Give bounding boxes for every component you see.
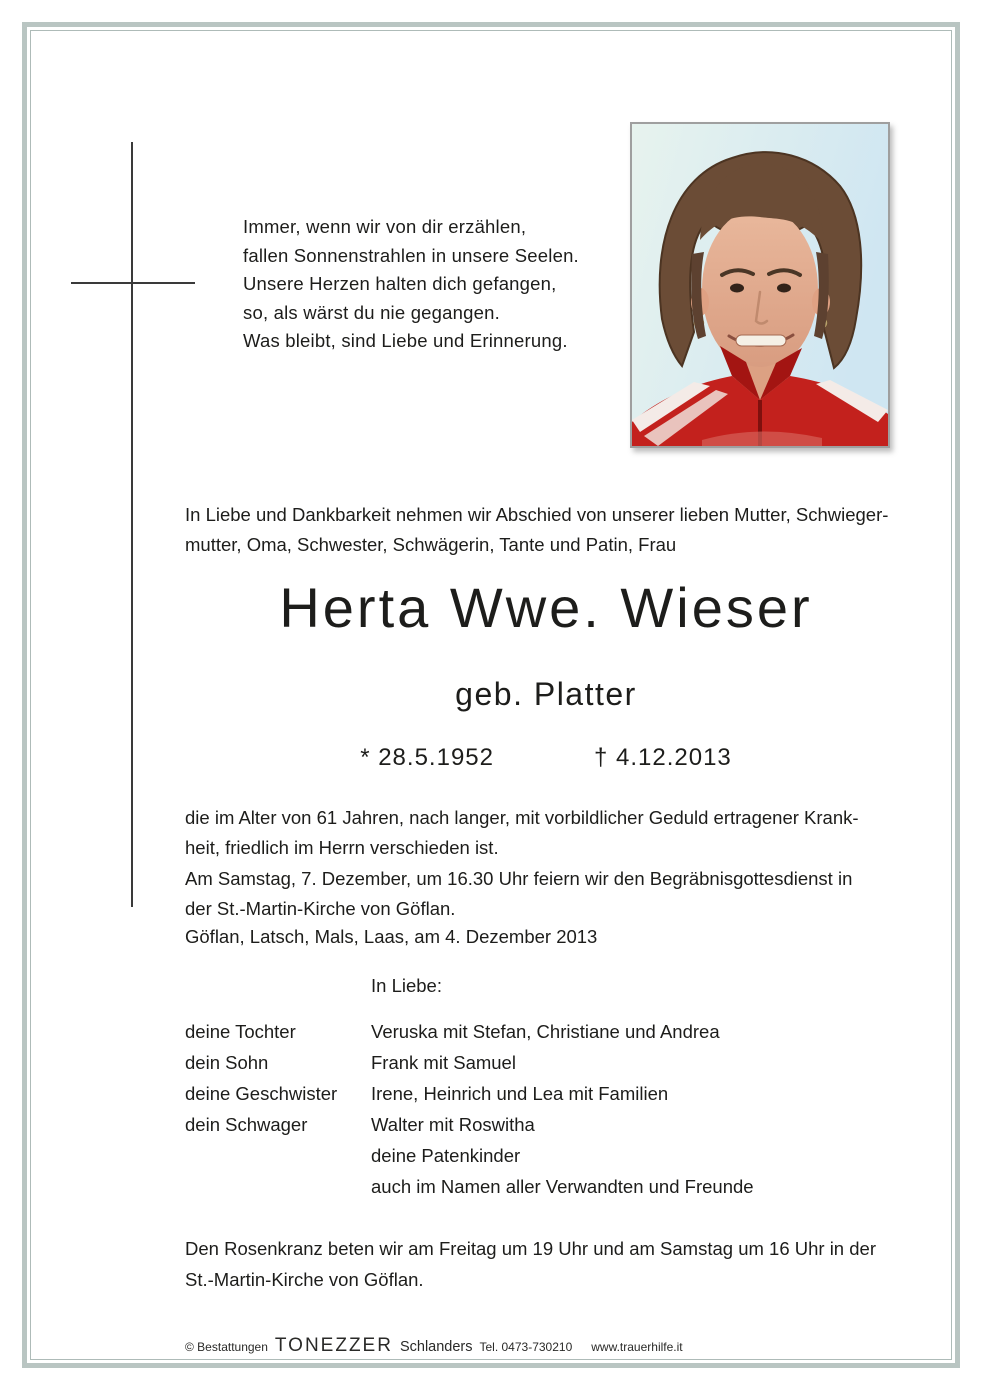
family-row-value: Veruska mit Stefan, Christiane und Andrea: [371, 1021, 720, 1042]
passing-line: die im Alter von 61 Jahren, nach langer, mit vorbildlicher Geduld ertragener Krank-: [185, 807, 859, 828]
family-row-value: Irene, Heinrich und Lea mit Familien: [371, 1083, 669, 1104]
funeral-paragraph: [185, 864, 907, 923]
family-row-label: deine Tochter: [185, 1021, 296, 1042]
funeral-home-place: Schlanders: [399, 1339, 473, 1355]
intro-line: mutter, Oma, Schwester, Schwägerin, Tante und Patin, Frau: [185, 533, 677, 555]
deceased-name: Herta Wwe. Wieser: [279, 576, 813, 639]
family-row-label: [185, 1140, 371, 1171]
poem-line: fallen Sonnenstrahlen in unsere Seelen.: [243, 244, 579, 266]
death-date: † 4.12.2013: [593, 744, 732, 771]
footer-website: www.trauerhilfe.it: [591, 1340, 683, 1354]
poem-line: Unsere Herzen halten dich gefangen,: [243, 273, 557, 295]
family-row-value: auch im Namen aller Verwandten und Freunde: [371, 1176, 754, 1197]
family-row-label: dein Schwager: [185, 1114, 308, 1135]
family-row-value: deine Patenkinder: [371, 1145, 521, 1166]
rosary-line: Den Rosenkranz beten wir am Freitag um 19 Uhr und am Samstag um 16 Uhr in der: [185, 1238, 876, 1259]
family-row-value: Walter mit Roswitha: [371, 1114, 535, 1135]
places-date-line: Göflan, Latsch, Mals, Laas, am 4. Dezember 2013: [185, 926, 598, 947]
family-row-label: dein Sohn: [185, 1052, 269, 1073]
funeral-home-footer: [185, 1335, 907, 1357]
cross-icon: [131, 142, 133, 907]
poem-line: so, als wärst du nie gegangen.: [243, 301, 500, 323]
rosary-paragraph: [185, 1234, 907, 1295]
intro-paragraph: [185, 500, 907, 559]
memorial-poem: [243, 213, 603, 356]
funeral-home-brand: TONEZZER: [274, 1335, 393, 1356]
family-row-value: Frank mit Samuel: [371, 1052, 516, 1073]
intro-line: In Liebe und Dankbarkeit nehmen wir Abschied von unserer lieben Mutter, Schwieger-: [185, 504, 889, 525]
family-row-label: deine Geschwister: [185, 1083, 338, 1104]
passing-line: heit, friedlich im Herrn verschieden ist.: [185, 836, 499, 858]
cross-icon: [71, 282, 195, 284]
funeral-line: der St.-Martin-Kirche von Göflan.: [185, 897, 456, 919]
funeral-line: Am Samstag, 7. Dezember, um 16.30 Uhr feiern wir den Begräbnisgottesdienst in: [185, 868, 853, 889]
family-row-label: [185, 1171, 371, 1202]
portrait-illustration: [632, 124, 888, 446]
family-list: [185, 1016, 907, 1202]
footer-copyright: © Bestattungen: [185, 1340, 268, 1354]
portrait-photo: [630, 122, 890, 448]
in-love-label: In Liebe:: [371, 975, 442, 996]
passing-paragraph: [185, 803, 907, 862]
funeral-home-phone: Tel. 0473-730210: [479, 1340, 573, 1354]
poem-line: Immer, wenn wir von dir erzählen,: [243, 216, 527, 237]
rosary-line: St.-Martin-Kirche von Göflan.: [185, 1268, 424, 1290]
poem-line: Was bleibt, sind Liebe und Erinnerung.: [243, 330, 568, 352]
maiden-name: geb. Platter: [455, 676, 637, 712]
birth-date: * 28.5.1952: [360, 744, 494, 771]
life-dates: [185, 744, 907, 772]
